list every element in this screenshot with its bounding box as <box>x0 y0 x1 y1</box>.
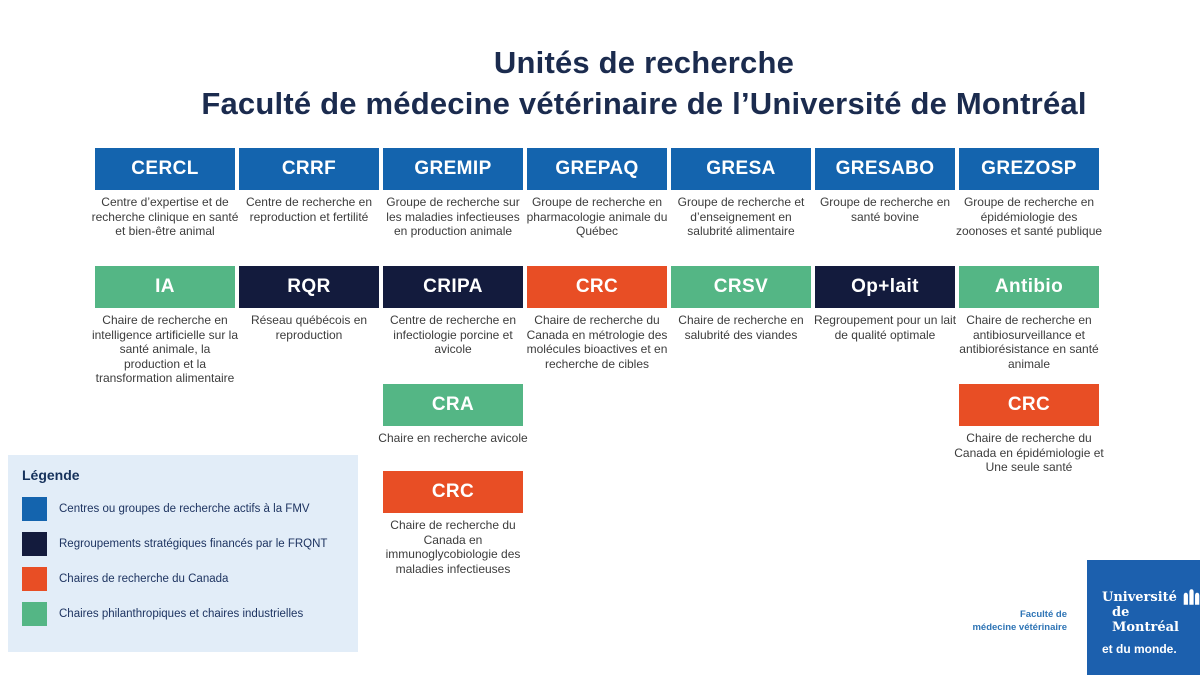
legend-swatch-navy <box>22 532 47 556</box>
unit-label-gresa: GRESA <box>706 158 776 179</box>
unit-desc-cercl: Centre d’expertise et de recherche clinique en santé et bien-être animal <box>91 195 239 238</box>
legend-title: Légende <box>22 467 80 483</box>
unit-desc-antibio: Chaire de recherche en antibiosurveillance et antibiorésistance en santé animale <box>959 313 1099 371</box>
unit-box-ia <box>95 266 235 308</box>
legend-item-regroupements <box>22 532 344 556</box>
unit-label-ia: IA <box>155 276 175 297</box>
faculty-name-line-1: Faculté de <box>1020 609 1067 620</box>
faculty-name-line-2: médecine vétérinaire <box>972 622 1067 633</box>
unit-label-crc-epidemiologie: CRC <box>1007 394 1051 415</box>
unit-label-grezosp: GREZOSP <box>981 158 1077 179</box>
legend-swatch-blue <box>22 497 47 521</box>
legend-panel <box>8 455 358 652</box>
unit-desc-ia: Chaire de recherche en intelligence artificielle sur la santé animale, la production et la transformation alimentaire <box>91 313 239 385</box>
udem-tagline: et du monde. <box>1102 642 1177 656</box>
unit-box-gremip <box>383 148 523 190</box>
unit-label-gresabo: GRESABO <box>835 158 935 179</box>
legend-item-chaires-philanthropiques <box>22 602 344 626</box>
unit-box-antibio <box>959 266 1099 308</box>
unit-label-crsv: CRSV <box>713 276 769 297</box>
unit-box-crc-epidemiologie <box>959 384 1099 426</box>
page-title <box>80 42 1200 124</box>
unit-label-gremip: GREMIP <box>414 158 492 179</box>
legend-item-centres <box>22 497 344 521</box>
unit-desc-gresabo: Groupe de recherche en santé bovine <box>819 195 951 224</box>
unit-desc-cripa: Centre de recherche en infectiologie porcine et avicole <box>389 313 517 356</box>
title-line-2: Faculté de médecine vétérinaire de l’Université de Montréal <box>201 86 1087 121</box>
unit-label-rqr: RQR <box>287 276 331 297</box>
legend-label-regroupements: Regroupements stratégiques financés par le FRQNT <box>59 538 328 550</box>
unit-label-cercl: CERCL <box>131 158 199 179</box>
legend-label-centres: Centres ou groupes de recherche actifs à la FMV <box>59 503 310 515</box>
unit-desc-crc-immunoglycobiologie: Chaire de recherche du Canada en immunoglycobiologie des maladies infectieuses <box>385 518 521 576</box>
udem-logo-icon <box>1183 586 1200 608</box>
unit-desc-gremip: Groupe de recherche sur les maladies infectieuses en production animale <box>386 195 520 238</box>
unit-desc-crsv: Chaire de recherche en salubrité des viandes <box>678 313 804 342</box>
legend-label-chaires-canada: Chaires de recherche du Canada <box>59 573 229 585</box>
unit-label-crc-immunoglycobiologie: CRC <box>431 481 475 502</box>
udem-wordmark-row <box>1102 590 1200 635</box>
unit-box-crrf <box>239 148 379 190</box>
udem-wordmark <box>1102 590 1179 635</box>
unit-label-crrf: CRRF <box>281 158 337 179</box>
unit-box-grezosp <box>959 148 1099 190</box>
unit-desc-oplait: Regroupement pour un lait de qualité optimale <box>813 313 957 342</box>
unit-box-crc-metrologie <box>527 266 667 308</box>
legend-item-chaires-canada <box>22 567 344 591</box>
faculty-name <box>972 608 1067 634</box>
title-line-1: Unités de recherche <box>493 45 795 80</box>
unit-box-cra <box>383 384 523 426</box>
legend-swatch-green <box>22 602 47 626</box>
unit-desc-cra: Chaire en recherche avicole <box>378 431 528 445</box>
unit-box-cercl <box>95 148 235 190</box>
unit-label-cripa: CRIPA <box>423 276 483 297</box>
unit-desc-grezosp: Groupe de recherche en épidémiologie des zoonoses et santé publique <box>955 195 1103 238</box>
unit-desc-crc-metrologie: Chaire de recherche du Canada en métrologie des molécules bioactives et en recherche de cibles <box>526 313 668 371</box>
unit-desc-gresa: Groupe de recherche et d’enseignement en salubrité alimentaire <box>677 195 805 238</box>
unit-box-grepaq <box>527 148 667 190</box>
unit-label-crc-metrologie: CRC <box>575 276 619 297</box>
unit-box-rqr <box>239 266 379 308</box>
unit-desc-crrf: Centre de recherche en reproduction et fertilité <box>245 195 373 224</box>
udem-wordmark-line-2: de Montréal <box>1112 605 1179 635</box>
udem-wordmark-line-1: Université <box>1102 590 1177 605</box>
unit-box-gresabo <box>815 148 955 190</box>
legend-label-chaires-philanthropiques: Chaires philanthropiques et chaires industrielles <box>59 608 304 620</box>
unit-desc-crc-epidemiologie: Chaire de recherche du Canada en épidémiologie et Une seule santé <box>954 431 1104 474</box>
unit-label-oplait: Op+lait <box>851 276 919 297</box>
unit-box-gresa <box>671 148 811 190</box>
unit-label-antibio: Antibio <box>994 276 1064 297</box>
udem-logo <box>1087 560 1200 675</box>
unit-box-oplait <box>815 266 955 308</box>
unit-label-grepaq: GREPAQ <box>555 158 639 179</box>
unit-box-crsv <box>671 266 811 308</box>
legend-swatch-orange <box>22 567 47 591</box>
unit-desc-grepaq: Groupe de recherche en pharmacologie animale du Québec <box>526 195 668 238</box>
unit-desc-rqr: Réseau québécois en reproduction <box>250 313 368 342</box>
unit-box-cripa <box>383 266 523 308</box>
unit-label-cra: CRA <box>431 394 475 415</box>
unit-box-crc-immunoglycobiologie <box>383 471 523 513</box>
